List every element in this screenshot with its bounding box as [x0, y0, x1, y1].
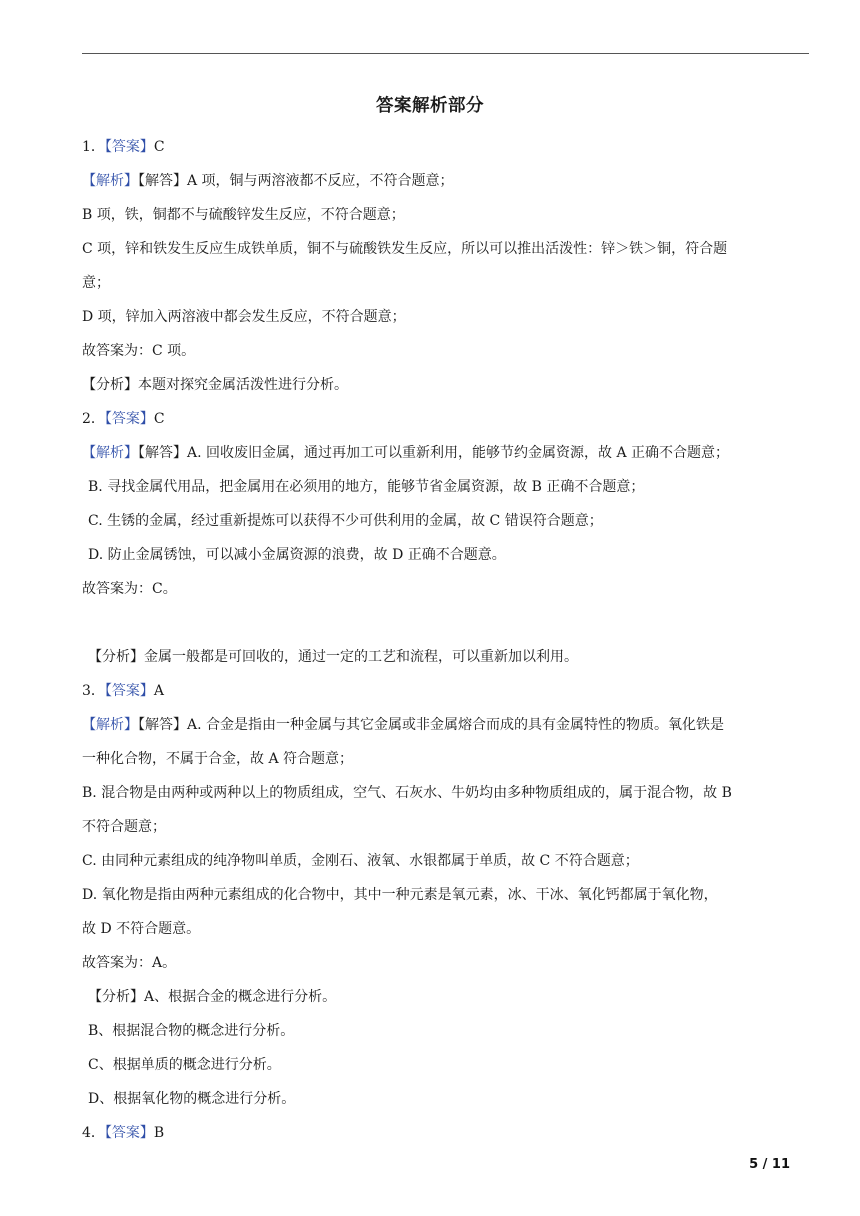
- q3-analysis: 【分析】A、根据合金的概念进行分析。: [88, 989, 337, 1005]
- q4-answer-tag: 【答案】: [104, 1125, 154, 1141]
- q1-answer-tag: 【答案】: [104, 139, 154, 155]
- q4-answer-line: [82, 1116, 809, 1150]
- q2-line: D. 防止金属锈蚀，可以减小金属资源的浪费，故 D 正确不合题意。: [88, 547, 506, 563]
- q1-line: 意；: [82, 275, 110, 291]
- q3-answer: A: [153, 683, 165, 699]
- q1-answer-line: [82, 130, 809, 164]
- answer-content: [82, 130, 809, 1150]
- page-title: 答案解析部分: [376, 96, 484, 116]
- q2-answer: C: [153, 411, 165, 427]
- q3-answer-line: [82, 674, 809, 708]
- q3-jiexi-tag: 【解析】: [82, 717, 138, 733]
- q1-jiexi-tag: 【解析】: [82, 173, 138, 189]
- q3-explanation: 【解析】【解答】A. 合金是指由一种金属与其它金属或非金属熔合而成的具有金属特性的物质。氧化铁是: [82, 717, 725, 733]
- q1-analysis: 【分析】本题对探究金属活泼性进行分析。: [82, 377, 348, 393]
- q2-answer-line: [82, 402, 809, 436]
- q2-line: 故答案为：C。: [82, 581, 177, 597]
- q1-line: C 项，锌和铁发生反应生成铁单质，铜不与硫酸铁发生反应，所以可以推出活泼性：锌＞铁＞铜，符合题: [82, 241, 728, 257]
- q2-line: C. 生锈的金属，经过重新提炼可以获得不少可供利用的金属，故 C 错误符合题意；: [88, 513, 603, 529]
- blank-line: [82, 606, 809, 640]
- header-rule: [82, 53, 809, 54]
- q2-answer-tag: 【答案】: [104, 411, 154, 427]
- q2-line: B. 寻找金属代用品，把金属用在必须用的地方，能够节省金属资源，故 B 正确不合题意；: [88, 479, 645, 495]
- q3-analysis: B、根据混合物的概念进行分析。: [88, 1023, 295, 1039]
- q1-line: D 项，锌加入两溶液中都会发生反应，不符合题意；: [82, 309, 406, 325]
- q3-line: 故答案为：A。: [82, 955, 177, 971]
- q1-number: 1．: [82, 139, 105, 155]
- q3-analysis: C、根据单质的概念进行分析。: [88, 1057, 281, 1073]
- q4-answer: B: [153, 1125, 165, 1141]
- q3-line: 不符合题意；: [82, 819, 166, 835]
- q3-line: 故 D 不符合题意。: [82, 921, 201, 937]
- page-number: 5 / 11: [749, 1157, 790, 1172]
- q3-number: 3．: [82, 683, 105, 699]
- q1-explanation: 【解析】【解答】A 项，铜与两溶液都不反应，不符合题意；: [82, 173, 454, 189]
- q2-jiexi-tag: 【解析】: [82, 445, 138, 461]
- q2-number: 2．: [82, 411, 105, 427]
- q1-line: B 项，铁，铜都不与硫酸锌发生反应，不符合题意；: [82, 207, 405, 223]
- q2-explanation: 【解析】【解答】A. 回收废旧金属，通过再加工可以重新利用，能够节约金属资源，故 A 正确不合题意；: [82, 445, 730, 461]
- q1-answer: C: [153, 139, 165, 155]
- q2-analysis: 【分析】金属一般都是可回收的，通过一定的工艺和流程，可以重新加以利用。: [88, 649, 578, 665]
- q3-line: D. 氧化物是指由两种元素组成的化合物中，其中一种元素是氧元素，冰、干冰、氧化钙都属于氧化物，: [82, 887, 718, 903]
- q3-answer-tag: 【答案】: [104, 683, 154, 699]
- q1-line: 故答案为：C 项。: [82, 343, 196, 359]
- q3-analysis: D、根据氧化物的概念进行分析。: [88, 1091, 296, 1107]
- q3-line: C. 由同种元素组成的纯净物叫单质，金刚石、液氧、水银都属于单质，故 C 不符合题意；: [82, 853, 639, 869]
- q3-line: 一种化合物，不属于合金，故 A 符合题意；: [82, 751, 354, 767]
- q3-line: B. 混合物是由两种或两种以上的物质组成，空气、石灰水、牛奶均由多种物质组成的，属于混合物，故 B: [82, 785, 732, 801]
- q4-number: 4．: [82, 1125, 105, 1141]
